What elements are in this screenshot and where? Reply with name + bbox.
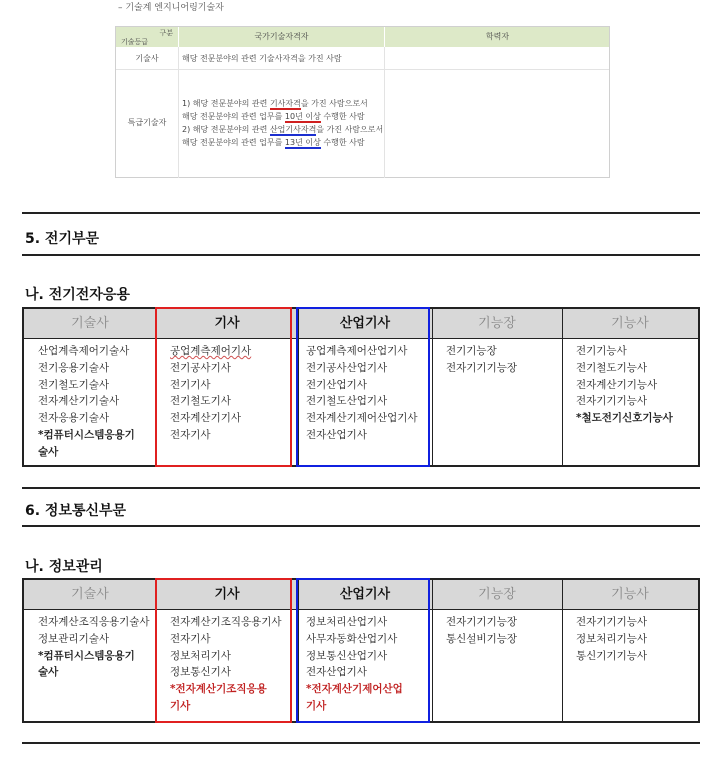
list-item: 전자계산기기사 (170, 412, 242, 425)
list-item: 통신설비기능장 (446, 632, 518, 645)
list-item: 정보통신산업기사 (306, 649, 388, 662)
list-item-new: *전자계산기제어산업 (306, 683, 403, 696)
corner-top-label: 구분 (159, 29, 173, 37)
list-item: 정보통신기사 (170, 666, 231, 679)
header-degree: 학력자 (384, 27, 610, 47)
underlined-text: 10년 이상 (284, 112, 321, 121)
list-item: 전자계산기기술사 (38, 395, 120, 408)
list-item-starred: *컴퓨터시스템응용기 (38, 428, 135, 441)
section-rule (22, 212, 700, 214)
header-master-craftsman: 기능장 (478, 587, 516, 602)
license-text: 해당 전문분야의 관련 기술사자격을 가진 사람 (182, 54, 342, 63)
list-item: 전기기사 (170, 378, 211, 391)
header-industrial-gisa: 산업기사 (339, 316, 391, 331)
highlight-frame-blue (296, 307, 430, 467)
header-license: 국가기술자격자 (178, 27, 384, 47)
list-item-starred: 술사 (38, 445, 59, 458)
list-item: 전자기기기능사 (576, 395, 648, 408)
list-item: 사무자동화산업기사 (306, 632, 398, 645)
section-rule (22, 525, 700, 527)
highlight-frame-blue (296, 578, 430, 723)
section-6-subtitle: 나. 정보관리 (25, 559, 103, 575)
list-item-new: *전자계산기조직응용 (170, 683, 267, 696)
column-master-list (446, 614, 517, 648)
underlined-text: 13년 이상 (284, 138, 321, 147)
requirement-line: 해당 전문분야의 관련 업무를 10년 이상 수행한 사람 (182, 112, 365, 121)
list-item: 전기철도기술사 (38, 378, 110, 391)
list-item: 전자계산기조직응용기사 (170, 616, 282, 628)
underlined-text: 기사자격 (269, 99, 301, 108)
header-gisa: 기사 (214, 316, 240, 331)
list-item-starred: 술사 (38, 666, 59, 679)
list-item: 전기철도기사 (170, 395, 231, 408)
header-craftsman: 기능사 (611, 587, 649, 602)
requirement-line: 2) 해당 전문분야의 관련 산업기사자격을 가진 사람으로서 (182, 125, 384, 134)
engineering-caption: – 기술계 엔지니어링기술자 (118, 3, 224, 13)
row-gisulsa (116, 47, 609, 70)
row-special-engineer (116, 69, 609, 178)
list-item: 전자계산기제어산업기사 (306, 412, 418, 425)
column-craftsman-list (576, 614, 647, 664)
list-item: 통신기기기능사 (576, 649, 648, 662)
list-item: 전자산업기사 (306, 666, 367, 679)
header-gisulsa: 기술사 (71, 587, 109, 602)
column-gisulsa-list (38, 614, 150, 681)
section-rule (22, 254, 700, 256)
list-item: 전기응용기술사 (38, 361, 110, 374)
list-item-new: 기사 (306, 699, 327, 712)
list-item: 전기철도산업기사 (306, 395, 388, 408)
corner-bottom-label: 기술등급 (121, 38, 149, 46)
list-item-starred: *컴퓨터시스템응용기 (38, 649, 135, 662)
section-rule (22, 487, 700, 489)
list-item: 전기기능사 (576, 345, 627, 357)
list-item: 산업계측제어기술사 (38, 345, 130, 357)
highlight-frame-red (155, 307, 292, 467)
list-item: 정보처리산업기사 (306, 616, 388, 628)
section-5-title: 5. 전기부문 (25, 231, 100, 247)
grade-label: 기술사 (135, 54, 159, 63)
list-item: 공업계측제어기사 (170, 345, 252, 357)
list-item: 전자기사 (170, 428, 211, 441)
list-item: 전자기기기능장 (446, 616, 518, 628)
list-item: 정보처리기능사 (576, 632, 648, 645)
list-item: 전자기기기능장 (446, 361, 518, 374)
list-item: 전자기기기능사 (576, 616, 648, 628)
column-gisulsa-list (38, 343, 135, 461)
list-item: 전기철도기능사 (576, 361, 648, 374)
grade-label: 특급기술자 (127, 118, 167, 127)
list-item: 전자계산조직응용기술사 (38, 616, 150, 628)
list-item: 전기공사기사 (170, 361, 231, 374)
highlight-frame-red (155, 578, 292, 723)
underlined-text: 산업기사자격 (269, 125, 317, 134)
section-rule (22, 742, 700, 744)
list-item: 전자기사 (170, 632, 211, 645)
header-craftsman: 기능사 (611, 316, 649, 331)
column-craftsman-list (576, 343, 673, 427)
list-item: 공업계측제어산업기사 (306, 345, 408, 357)
header-gisa: 기사 (214, 587, 240, 602)
section-6-title: 6. 정보통신부문 (25, 503, 127, 519)
list-item: 전자산업기사 (306, 428, 367, 441)
section-5-subtitle: 나. 전기전자응용 (25, 287, 130, 303)
list-item: 정보처리기사 (170, 649, 231, 662)
engineering-table-header (116, 27, 609, 47)
list-item: 전기기능장 (446, 345, 497, 357)
requirement-line: 해당 전문분야의 관련 업무를 13년 이상 수행한 사람 (182, 138, 365, 147)
list-item: 전기산업기사 (306, 378, 367, 391)
list-item: 전자응용기술사 (38, 412, 110, 425)
list-item: 정보관리기술사 (38, 632, 110, 645)
requirement-line: 1) 해당 전문분야의 관련 기사자격을 가진 사람으로서 (182, 99, 368, 108)
license-requirements (182, 97, 383, 149)
list-item-new: 기사 (170, 699, 191, 712)
header-gisulsa: 기술사 (71, 316, 109, 331)
list-item: 전자계산기기능사 (576, 378, 658, 391)
list-item: 전기공사산업기사 (306, 361, 388, 374)
engineering-grade-table (115, 26, 610, 178)
list-item-starred: *철도전기신호기능사 (576, 412, 673, 425)
header-master-craftsman: 기능장 (478, 316, 516, 331)
header-industrial-gisa: 산업기사 (339, 587, 391, 602)
column-master-list (446, 343, 517, 377)
corner-cell (118, 28, 176, 46)
